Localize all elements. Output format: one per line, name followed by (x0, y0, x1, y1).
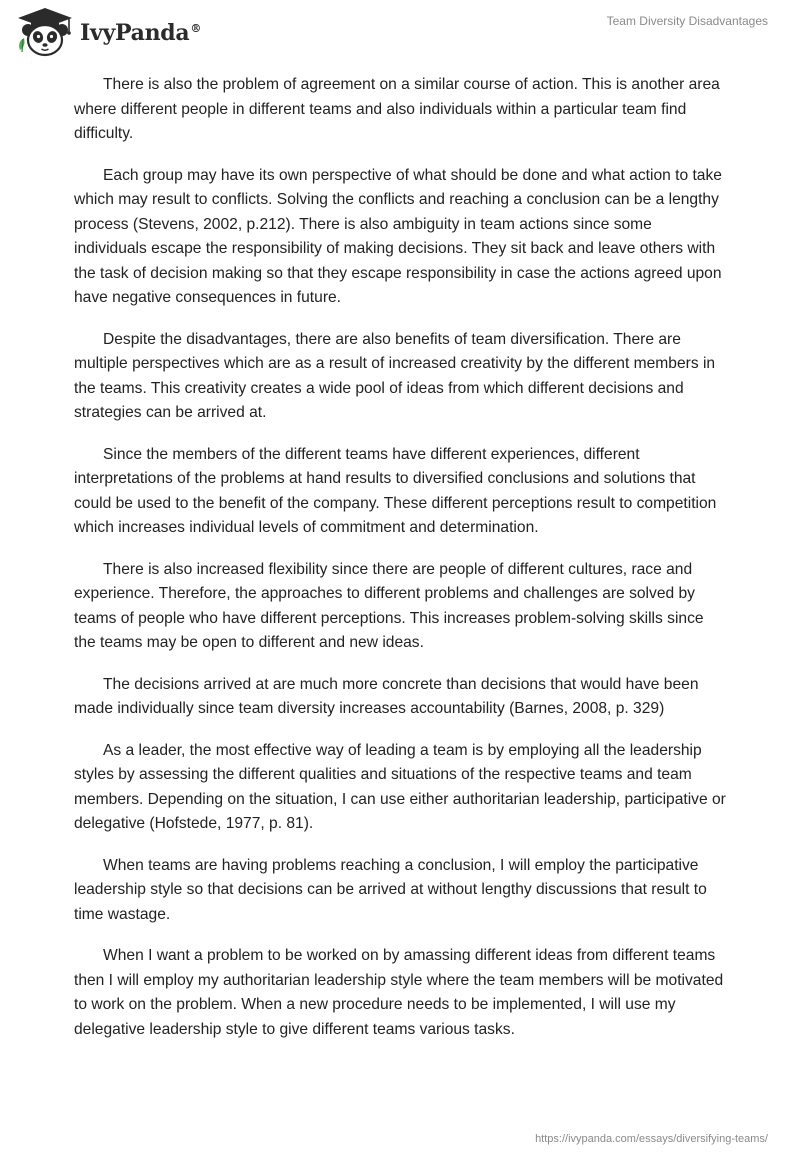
paragraph: There is also the problem of agreement on a similar course of action. This is another area where different people in different teams and also individuals within a particular team find difficulty. (74, 76, 720, 142)
brand-name: IvyPanda® (80, 20, 202, 46)
page-header (0, 0, 800, 60)
paragraph: Each group may have its own perspective of what should be done and what action to take which may result to conflicts. Solving the conflicts and reaching a conclusion can be a lengthy process (Stevens, 2002, p.212). There is also ambiguity in team actions since some individuals escape the responsibility of making decisions. They sit back and leave others with the task of decision making so that they escape responsibility in case the actions agreed upon have negative consequences in future. (74, 166, 722, 306)
source-url[interactable]: https://ivypanda.com/essays/diversifying-teams/ (535, 1133, 768, 1145)
essay-body (74, 73, 726, 1059)
paragraph: When I want a problem to be worked on by amassing different ideas from different teams then I will employ my authoritarian leadership style where the team members will be motivated to work on the problem. When a new procedure needs to be implemented, I will use my delegative leadership style to give different teams various tasks. (74, 947, 724, 1038)
brand-logo[interactable] (14, 6, 201, 58)
panda-graduate-icon (14, 6, 76, 58)
paragraph: Since the members of the different teams have different experiences, different interpretations of the problems at hand results to diversified conclusions and solutions that could be used to the benefit of the company. These different perceptions result to competition which increases individual levels of commitment and determination. (74, 445, 717, 536)
paragraph: Despite the disadvantages, there are also benefits of team diversification. There are multiple perspectives which are as a result of increased creativity by the different members in the teams. This creativity creates a wide pool of ideas from which different decisions and strategies can be arrived at. (74, 330, 716, 421)
document-title: Team Diversity Disadvantages (606, 14, 768, 28)
paragraph: As a leader, the most effective way of leading a team is by employing all the leadership styles by assessing the different qualities and situations of the respective teams and team members. Depending on the situation, I can use either authoritarian leadership, participative or delegative (Hofstede, 1977, p. 81). (74, 741, 726, 832)
paragraph: The decisions arrived at are much more concrete than decisions that would have been made individually since team diversity increases accountability (Barnes, 2008, p. 329) (74, 675, 699, 717)
paragraph: When teams are having problems reaching a conclusion, I will employ the participative leadership style so that decisions can be arrived at without lengthy discussions that result to time wastage. (74, 856, 707, 923)
paragraph: There is also increased flexibility since there are people of different cultures, race and experience. Therefore, the approaches to different problems and challenges are solved by teams of people who have different perceptions. This increases problem-solving skills since the teams may be open to different and new ideas. (74, 560, 704, 651)
